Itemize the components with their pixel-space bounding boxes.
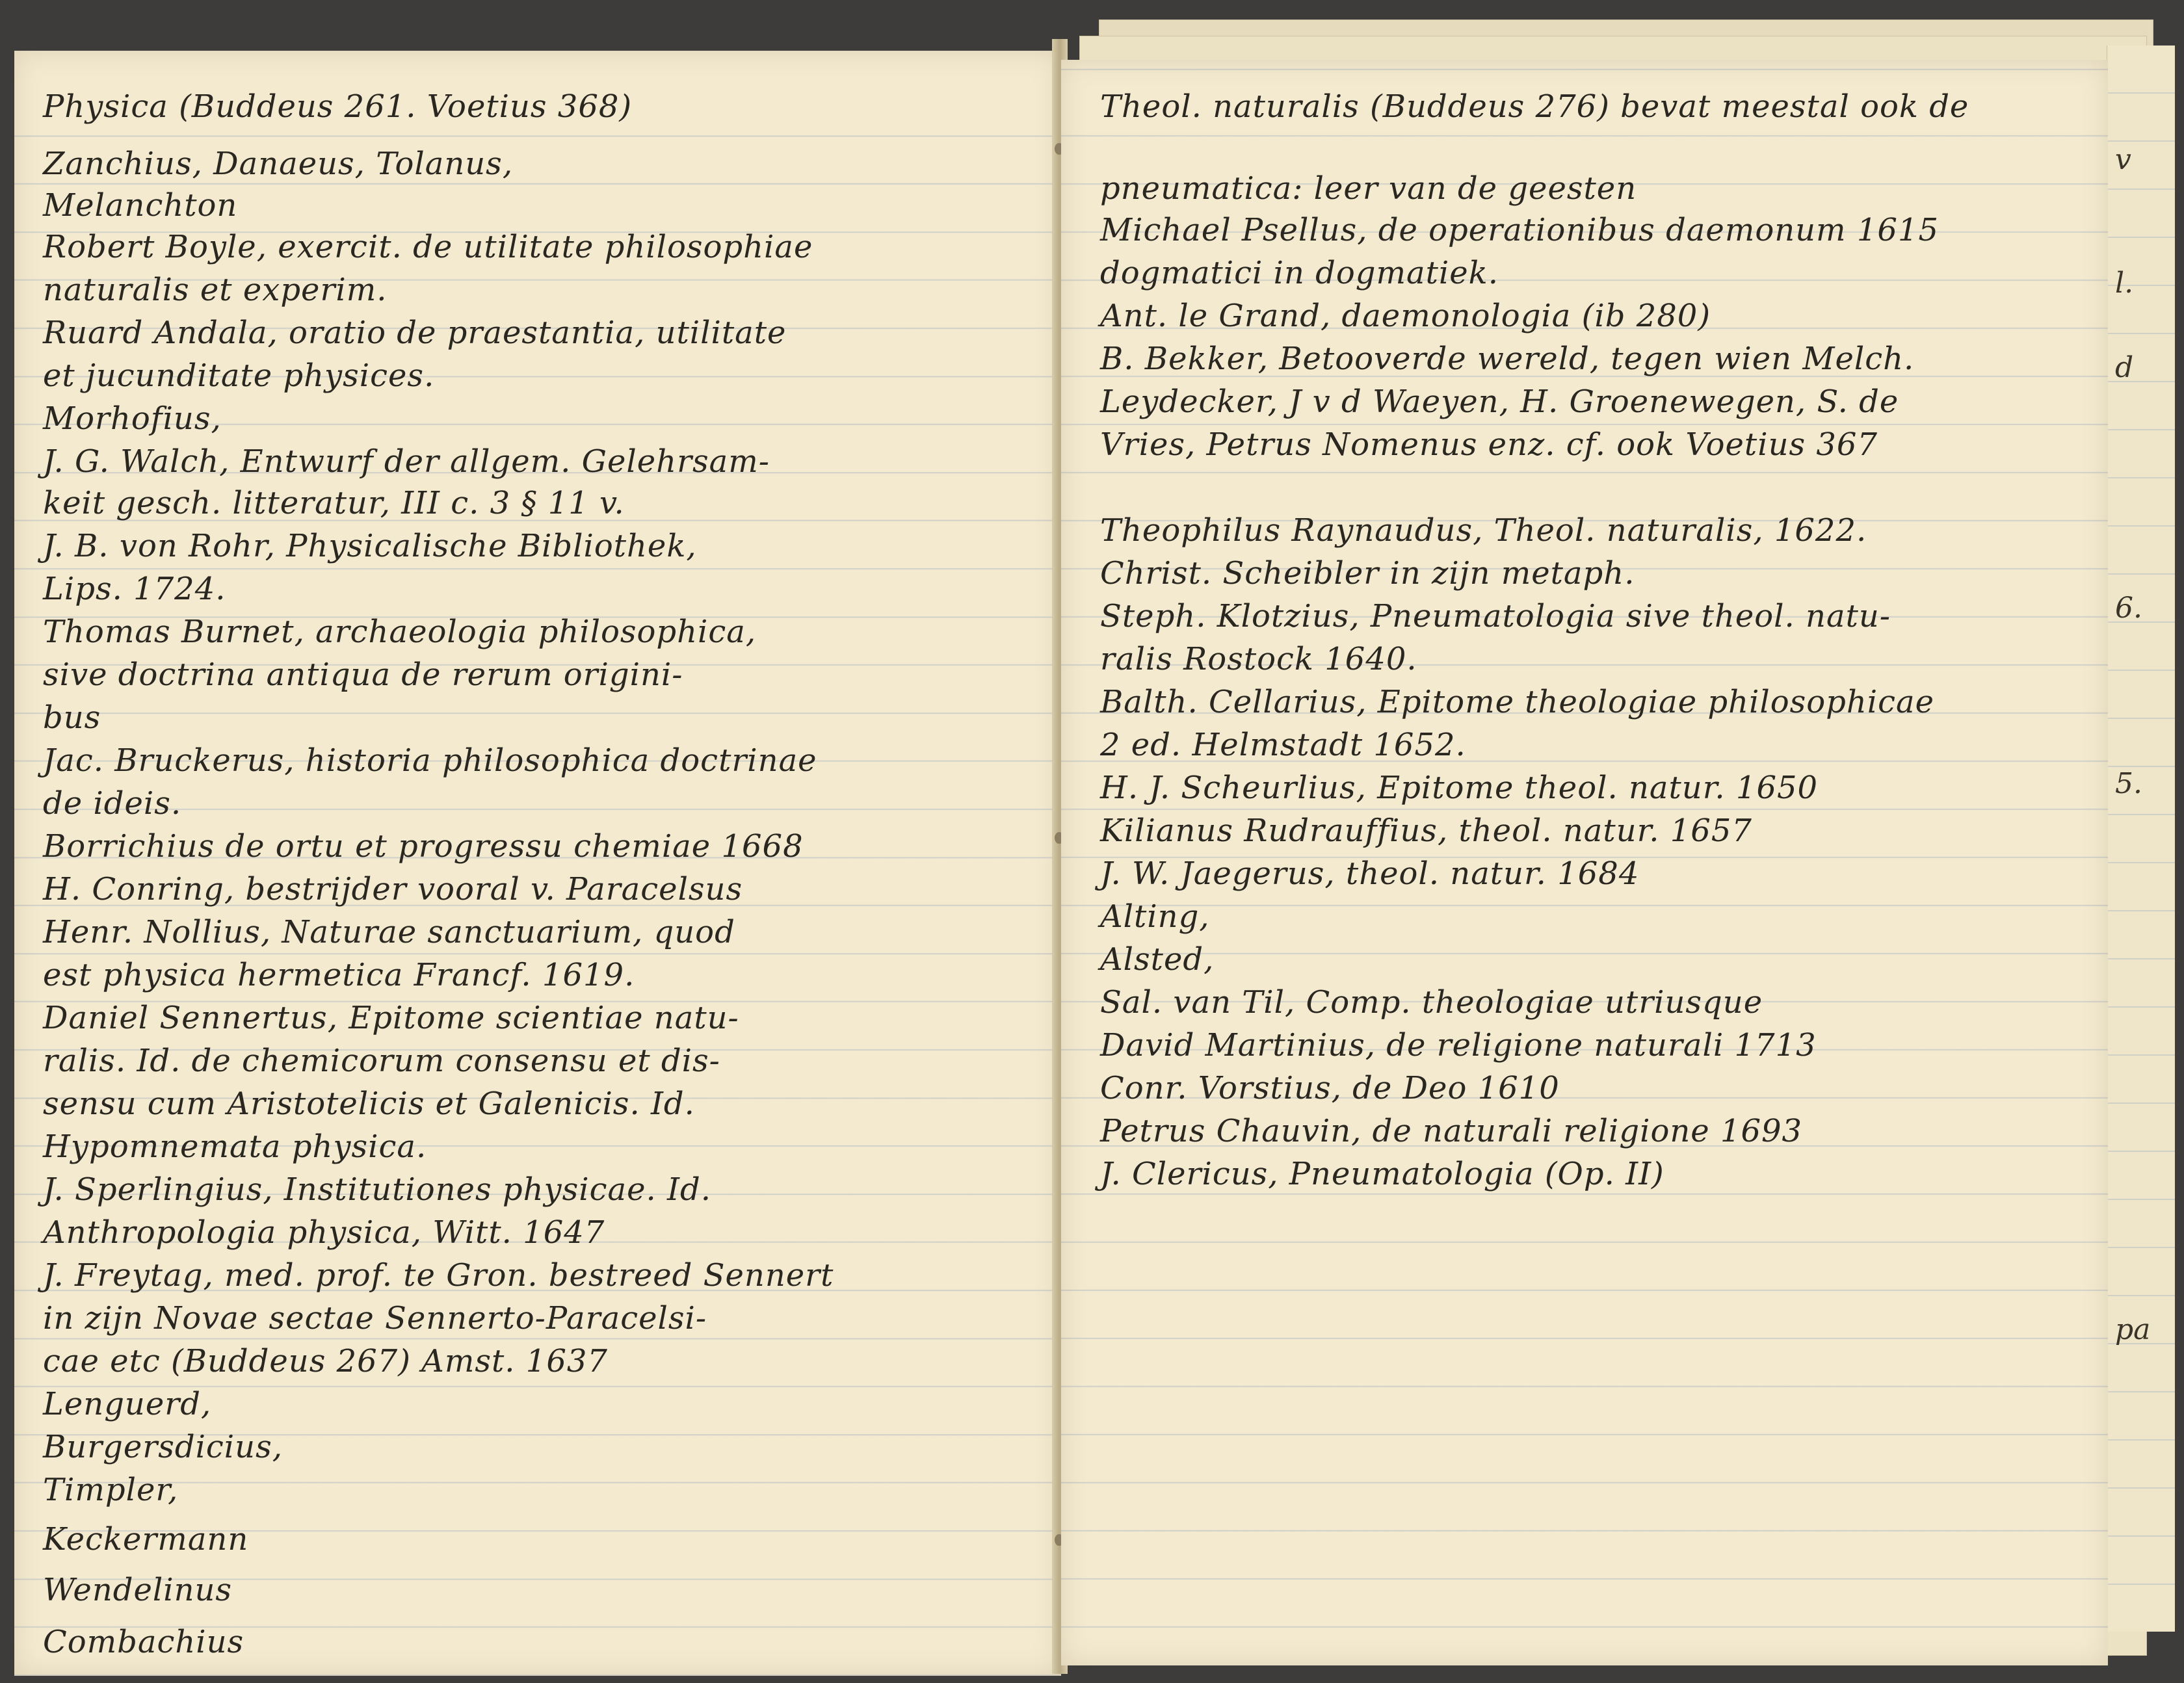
left-line: J. G. Walch, Entwurf der allgem. Gelehrsam- xyxy=(43,443,770,480)
left-page xyxy=(14,51,1061,1676)
left-line: J. Sperlingius, Institutiones physicae. Id. xyxy=(43,1171,711,1208)
left-line: Thomas Burnet, archaeologia philosophica, xyxy=(43,614,757,650)
margin-fragment: v xyxy=(2115,143,2131,176)
right-line: ralis Rostock 1640. xyxy=(1100,641,1417,677)
left-line: Lips. 1724. xyxy=(43,571,226,607)
right-line: Theol. naturalis (Buddeus 276) bevat meestal ook de xyxy=(1100,88,1969,125)
right-line: Alting, xyxy=(1100,898,1210,935)
right-line: Steph. Klotzius, Pneumatologia sive theol. natu- xyxy=(1100,598,1891,634)
margin-fragment: 6. xyxy=(2115,592,2142,625)
left-line: Anthropologia physica, Witt. 1647 xyxy=(43,1214,605,1251)
left-line: Jac. Bruckerus, historia philosophica doctrinae xyxy=(43,742,817,779)
right-page xyxy=(1061,60,2108,1665)
left-line: ralis. Id. de chemicorum consensu et dis- xyxy=(43,1043,720,1079)
right-line: H. J. Scheurlius, Epitome theol. natur. 1650 xyxy=(1100,770,1819,806)
left-line: Keckermann xyxy=(43,1521,249,1558)
left-line: bus xyxy=(43,699,101,736)
left-line: et jucunditate physices. xyxy=(43,358,435,394)
right-line: Sal. van Til, Comp. theologiae utriusque xyxy=(1100,984,1763,1021)
left-line: H. Conring, bestrijder vooral v. Paracelsus xyxy=(43,871,743,907)
margin-fragment: pa xyxy=(2115,1313,2151,1346)
left-line: Morhofius, xyxy=(43,400,222,437)
right-line: Petrus Chauvin, de naturali religione 1693 xyxy=(1100,1113,1803,1149)
left-line: de ideis. xyxy=(43,785,182,822)
left-line: Daniel Sennertus, Epitome scientiae natu- xyxy=(43,1000,739,1036)
left-line: Physica (Buddeus 261. Voetius 368) xyxy=(43,88,633,125)
left-line: Timpler, xyxy=(43,1472,179,1508)
left-line: Lenguerd, xyxy=(43,1386,212,1422)
right-line: pneumatica: leer van de geesten xyxy=(1100,170,1637,207)
left-line: Hypomnemata physica. xyxy=(43,1129,427,1165)
left-line: Henr. Nollius, Naturae sanctuarium, quod xyxy=(43,914,735,950)
left-line: in zijn Novae sectae Sennerto-Paracelsi- xyxy=(43,1300,707,1337)
right-line: Christ. Scheibler in zijn metaph. xyxy=(1100,555,1635,592)
right-line: Theophilus Raynaudus, Theol. naturalis, 1622. xyxy=(1100,512,1867,549)
right-line: Vries, Petrus Nomenus enz. cf. ook Voetius 367 xyxy=(1100,426,1878,463)
left-line: est physica hermetica Francf. 1619. xyxy=(43,957,635,993)
left-line: keit gesch. litteratur, III c. 3 § 11 v. xyxy=(43,485,625,521)
margin-fragment: d xyxy=(2115,351,2134,384)
left-line: sensu cum Aristotelicis et Galenicis. Id. xyxy=(43,1086,695,1122)
left-line: Burgersdicius, xyxy=(43,1429,283,1465)
margin-fragment: 5. xyxy=(2115,767,2142,800)
right-line: B. Bekker, Betooverde wereld, tegen wien Melch. xyxy=(1100,341,1915,377)
right-line: 2 ed. Helmstadt 1652. xyxy=(1100,727,1466,763)
left-line: Combachius xyxy=(43,1624,244,1660)
right-line: Balth. Cellarius, Epitome theologiae philosophicae xyxy=(1100,684,1935,720)
right-line: J. W. Jaegerus, theol. natur. 1684 xyxy=(1100,855,1640,892)
underlying-sheet-margin xyxy=(2107,46,2175,1632)
left-line: Ruard Andala, oratio de praestantia, utilitate xyxy=(43,315,787,351)
right-line: Leydecker, J v d Waeyen, H. Groenewegen, S. de xyxy=(1100,384,1899,420)
left-line: Borrichius de ortu et progressu chemiae 1668 xyxy=(43,828,804,865)
left-line: cae etc (Buddeus 267) Amst. 1637 xyxy=(43,1343,608,1379)
left-line: Robert Boyle, exercit. de utilitate philosophiae xyxy=(43,229,813,265)
left-line: Wendelinus xyxy=(43,1572,233,1608)
left-line: J. B. von Rohr, Physicalische Bibliothek, xyxy=(43,528,697,564)
right-line: Michael Psellus, de operationibus daemonum 1615 xyxy=(1100,212,1939,248)
right-line: Alsted, xyxy=(1100,941,1215,978)
right-line: David Martinius, de religione naturali 1713 xyxy=(1100,1027,1817,1063)
left-line: naturalis et experim. xyxy=(43,272,388,308)
left-line: sive doctrina antiqua de rerum origini- xyxy=(43,657,683,693)
right-line: Ant. le Grand, daemonologia (ib 280) xyxy=(1100,298,1711,334)
right-line: Kilianus Rudrauffius, theol. natur. 1657 xyxy=(1100,813,1752,849)
right-line: dogmatici in dogmatiek. xyxy=(1100,255,1499,291)
left-line: J. Freytag, med. prof. te Gron. bestreed Sennert xyxy=(43,1257,834,1294)
left-line: Melanchton xyxy=(43,187,238,224)
left-line: Zanchius, Danaeus, Tolanus, xyxy=(43,146,514,182)
right-line: J. Clericus, Pneumatologia (Op. II) xyxy=(1100,1156,1664,1192)
right-line: Conr. Vorstius, de Deo 1610 xyxy=(1100,1070,1560,1106)
margin-fragment: l. xyxy=(2115,267,2134,300)
